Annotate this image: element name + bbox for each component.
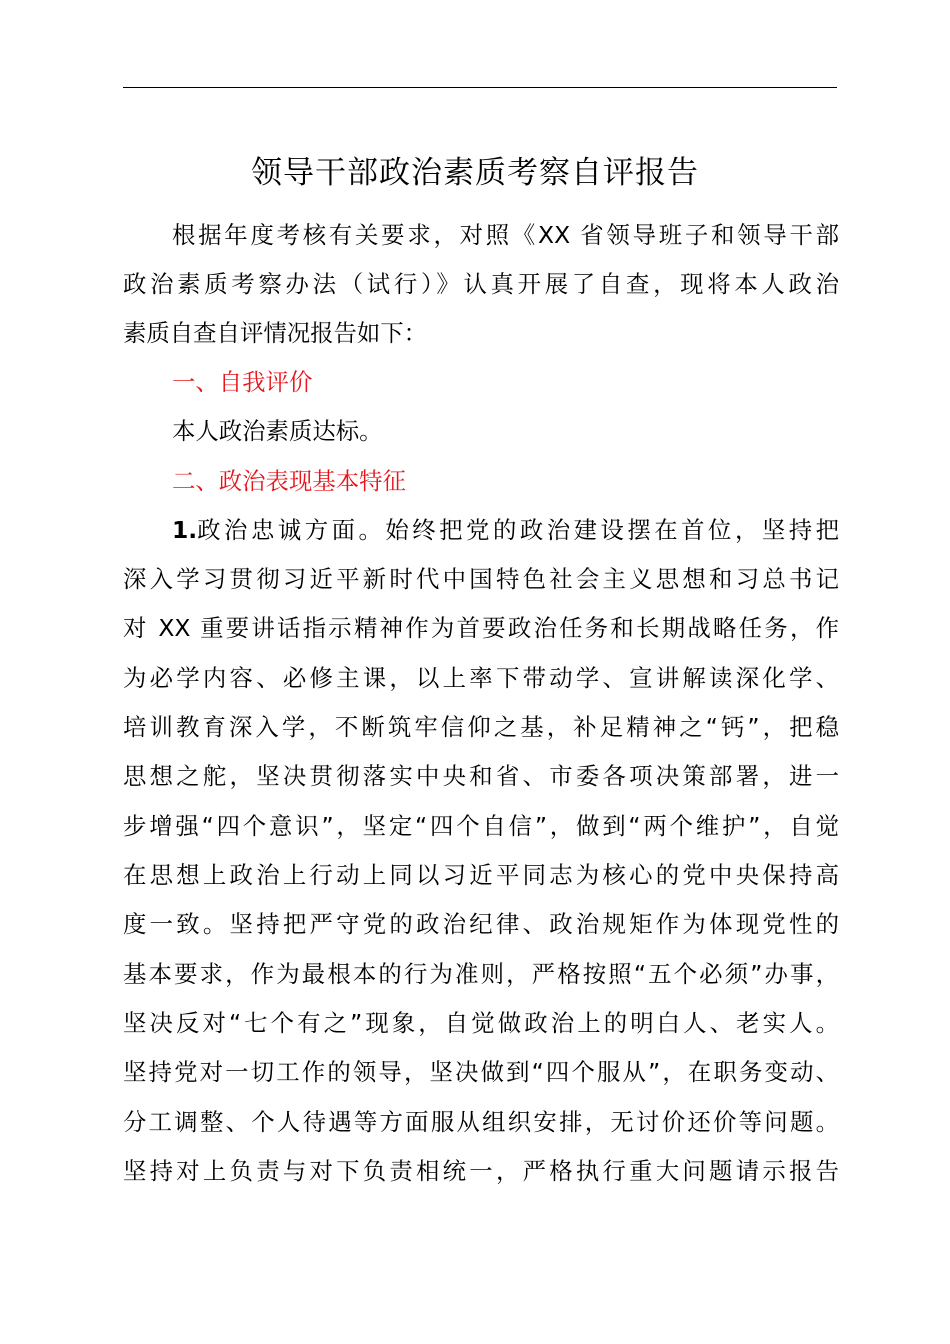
item1-line-9: 度一致。坚持把严守党的政治纪律、政治规矩作为体现党性的 <box>123 910 839 938</box>
intro-line-1: 根据年度考核有关要求，对照《XX 省领导班子和领导干部 <box>172 221 839 249</box>
item1-line-14: 坚持对上负责与对下负责相统一，严格执行重大问题请示报告 <box>123 1157 839 1185</box>
section-heading-political-performance: 二、政治表现基本特征 <box>172 467 406 495</box>
item1-line-1 <box>172 510 839 550</box>
item1-line-7: 步增强“四个意识”，坚定“四个自信”，做到“两个维护”，自觉 <box>123 812 839 840</box>
intro-line-2: 政治素质考察办法（试行）》认真开展了自查，现将本人政治 <box>123 270 839 298</box>
item1-line-4: 为必学内容、必修主课，以上率下带动学、宣讲解读深化学、 <box>123 664 839 692</box>
intro-line-3: 素质自查自评情况报告如下： <box>123 319 428 347</box>
item1-line-10: 基本要求，作为最根本的行为准则，严格按照“五个必须”办事， <box>123 960 839 988</box>
item1-number: 1. <box>172 516 198 544</box>
header-rule <box>123 87 837 88</box>
item1-line-13: 分工调整、个人待遇等方面服从组织安排，无讨价还价等问题。 <box>123 1108 839 1136</box>
section-heading-self-evaluation: 一、自我评价 <box>172 368 313 396</box>
section1-body: 本人政治素质达标。 <box>172 417 383 445</box>
item1-line-6: 思想之舵，坚决贯彻落实中央和省、市委各项决策部署，进一 <box>123 762 839 790</box>
item1-line-1-text: 政治忠诚方面。始终把党的政治建设摆在首位，坚持把 <box>197 516 839 544</box>
item1-line-11: 坚决反对“七个有之”现象，自觉做政治上的明白人、老实人。 <box>123 1009 839 1037</box>
document-title: 领导干部政治素质考察自评报告 <box>251 155 699 191</box>
item1-line-12: 坚持党对一切工作的领导，坚决做到“四个服从”，在职务变动、 <box>123 1058 839 1086</box>
item1-line-8: 在思想上政治上行动上同以习近平同志为核心的党中央保持高 <box>123 861 839 889</box>
item1-line-5: 培训教育深入学，不断筑牢信仰之基，补足精神之“钙”，把稳 <box>123 713 839 741</box>
item1-line-3: 对 XX 重要讲话指示精神作为首要政治任务和长期战略任务，作 <box>123 614 839 642</box>
item1-line-2: 深入学习贯彻习近平新时代中国特色社会主义思想和习总书记 <box>123 565 839 593</box>
